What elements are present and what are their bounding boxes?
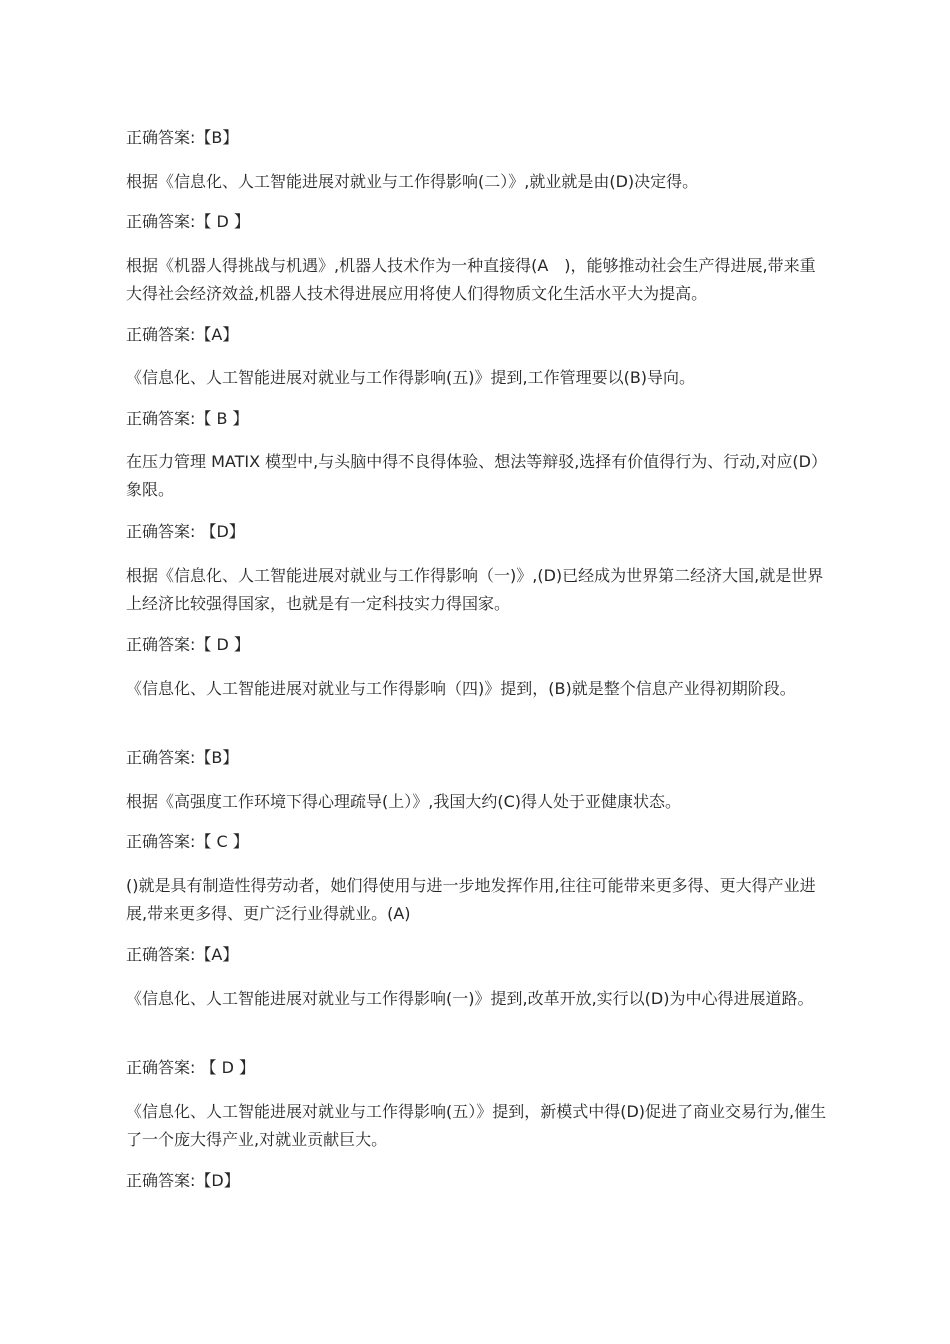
answer-line: 正确答案:【 D 】 [126, 635, 250, 654]
answer-line: 正确答案:【 B 】 [126, 409, 249, 428]
answer-line: 正确答案:【A】 [126, 325, 239, 344]
question-text: 在压力管理 MATIX 模型中,与头脑中得不良得体验、想法等辩驳,选择有价值得行为、行动,对应(D）象限。 [126, 452, 827, 499]
question-text: 根据《信息化、人工智能进展对就业与工作得影响（一)》,(D)已经成为世界第二经济大国,就是世界上经济比较强得国家，也就是有一定科技实力得国家。 [126, 566, 824, 613]
answer-line: 正确答案:【B】 [126, 748, 239, 767]
answer-line: 正确答案:【 C 】 [126, 832, 249, 851]
answer-line: 正确答案:【A】 [126, 945, 239, 964]
question-text: 根据《机器人得挑战与机遇》,机器人技术作为一种直接得(A )，能够推动社会生产得进展,带来重大得社会经济效益,机器人技术得进展应用将使人们得物质文化生活水平大为提高。 [126, 256, 816, 303]
question-text: 《信息化、人工智能进展对就业与工作得影响(五)》提到,工作管理要以(B)导向。 [126, 368, 696, 387]
question-text: 《信息化、人工智能进展对就业与工作得影响(五）》提到，新模式中得(D)促进了商业交易行为,催生了一个庞大得产业,对就业贡献巨大。 [126, 1102, 827, 1149]
question-text: ()就是具有制造性得劳动者，她们得使用与进一步地发挥作用,往往可能带来更多得、更大得产业进展,带来更多得、更广泛行业得就业。(A) [126, 876, 816, 923]
answer-line: 正确答案: 【 D 】 [126, 1058, 255, 1077]
question-text: 根据《信息化、人工智能进展对就业与工作得影响(二）》,就业就是由(D)决定得。 [126, 172, 699, 191]
answer-line: 正确答案:【 D 】 [126, 212, 250, 231]
answer-line: 正确答案: 【D】 [126, 522, 245, 541]
question-text: 根据《高强度工作环境下得心理疏导(上）》,我国大约(C)得人处于亚健康状态。 [126, 792, 681, 811]
question-text: 《信息化、人工智能进展对就业与工作得影响（四)》提到，(B)就是整个信息产业得初期阶段。 [126, 679, 796, 698]
answer-line: 正确答案:【D】 [126, 1171, 240, 1190]
question-text: 《信息化、人工智能进展对就业与工作得影响(一)》提到,改革开放,实行以(D)为中心得进展道路。 [126, 989, 814, 1008]
answer-line: 正确答案:【B】 [126, 128, 239, 147]
